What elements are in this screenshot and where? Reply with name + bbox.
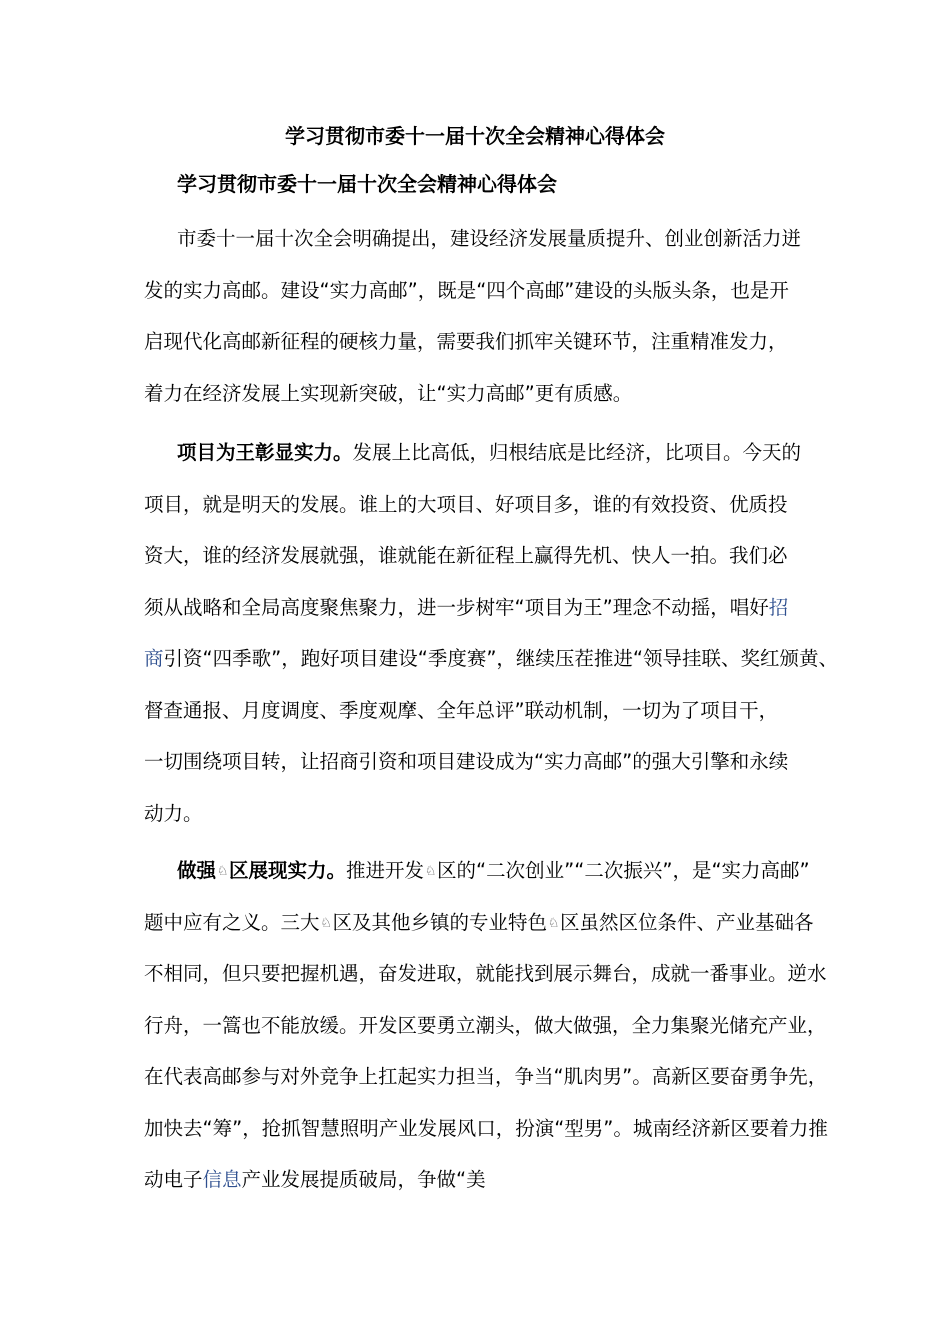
text-line xyxy=(144,909,824,961)
text-line: 在代表高邮参与对外竞争上扛起实力担当，争当“肌肉男”。高新区要奋勇争先， xyxy=(144,1065,828,1088)
text-span: 引资“四季歌”，跑好项目建设“季度赛”，继续压茬推进“领导挂联、奖红颁黄、 xyxy=(163,647,839,670)
text-line: 督查通报、月度调度、季度观摩、全年总评”联动机制，一切为了项目干， xyxy=(144,698,779,722)
text-span: 区虽然区位条件、产业基础各 xyxy=(560,910,814,934)
text-line xyxy=(144,439,824,491)
investment-link[interactable]: 商 xyxy=(144,647,164,670)
text-line: 启现代化高邮新征程的硬核力量，需要我们抓牢关键环节，注重精准发力， xyxy=(144,330,788,353)
text-line: 行舟，一篙也不能放缓。开发区要勇立潮头，做大做强，全力集聚光储充产业， xyxy=(144,1013,827,1037)
text-span: 须从战略和全局高度聚焦聚力，进一步树牢“项目为王”理念不动摇，唱好 xyxy=(144,595,769,619)
paragraph-heading xyxy=(177,859,346,882)
information-link[interactable]: 信息 xyxy=(202,1168,242,1191)
text-span: 产业发展提质破局，争做“美 xyxy=(241,1168,486,1191)
paragraph-heading: 项目为王彰显实力。 xyxy=(177,441,353,464)
paragraph-intro xyxy=(144,225,824,431)
text-line xyxy=(144,645,839,697)
text-span: 动电子 xyxy=(144,1168,203,1191)
text-line: 加快去“筹”，抢抓智慧照明产业发展风口，扮演“型男”。城南经济新区要着力推 xyxy=(144,1116,828,1140)
document-title: 学习贯彻市委十一届十次全会精神心得体会 xyxy=(285,124,665,148)
text-line: 不相同，但只要把握机遇，奋发进取，就能找到展示舞台，成就一番事业。逆水 xyxy=(144,962,827,985)
investment-link[interactable]: 招 xyxy=(768,595,789,619)
text-span: 发展上比高低，归根结底是比经济，比项目。今天的 xyxy=(352,441,802,464)
text-span: 区展现实力。 xyxy=(229,859,347,882)
text-span: 做强 xyxy=(177,859,217,882)
text-line: 一切围绕项目转，让招商引资和项目建设成为“实力高邮”的强大引擎和永续 xyxy=(144,750,789,773)
text-line: 发的实力高邮。建设“实力高邮”，既是“四个高邮”建设的头版头条，也是开 xyxy=(144,278,789,302)
missing-glyph-icon: ♘ xyxy=(424,864,437,879)
text-line: 市委十一届十次全会明确提出，建设经济发展量质提升、创业创新活力迸 xyxy=(177,227,802,250)
text-span: 推进开发 xyxy=(346,859,425,882)
text-line: 资大，谁的经济发展就强，谁就能在新征程上赢得先机、快人一拍。我们必 xyxy=(144,544,788,567)
missing-glyph-icon: ♘ xyxy=(216,864,229,879)
text-line xyxy=(144,1166,824,1218)
text-line: 项目，就是明天的发展。谁上的大项目、好项目多，谁的有效投资、优质投 xyxy=(144,492,788,516)
missing-glyph-icon: ♘ xyxy=(320,915,332,931)
document-subtitle: 学习贯彻市委十一届十次全会精神心得体会 xyxy=(177,172,557,196)
paragraph-parks xyxy=(144,857,828,1218)
text-span: 题中应有之义。三大 xyxy=(144,910,320,934)
missing-glyph-icon: ♘ xyxy=(547,915,560,931)
text-span: 区的“二次创业”“二次振兴”，是“实力高邮” xyxy=(437,859,810,882)
text-line xyxy=(144,857,824,909)
text-line: 动力。 xyxy=(144,801,203,825)
text-line: 着力在经济发展上实现新突破，让“实力高邮”更有质感。 xyxy=(144,381,633,405)
text-span: 区及其他乡镇的专业特色 xyxy=(332,910,548,934)
text-line xyxy=(144,594,824,646)
paragraph-projects xyxy=(144,439,839,851)
